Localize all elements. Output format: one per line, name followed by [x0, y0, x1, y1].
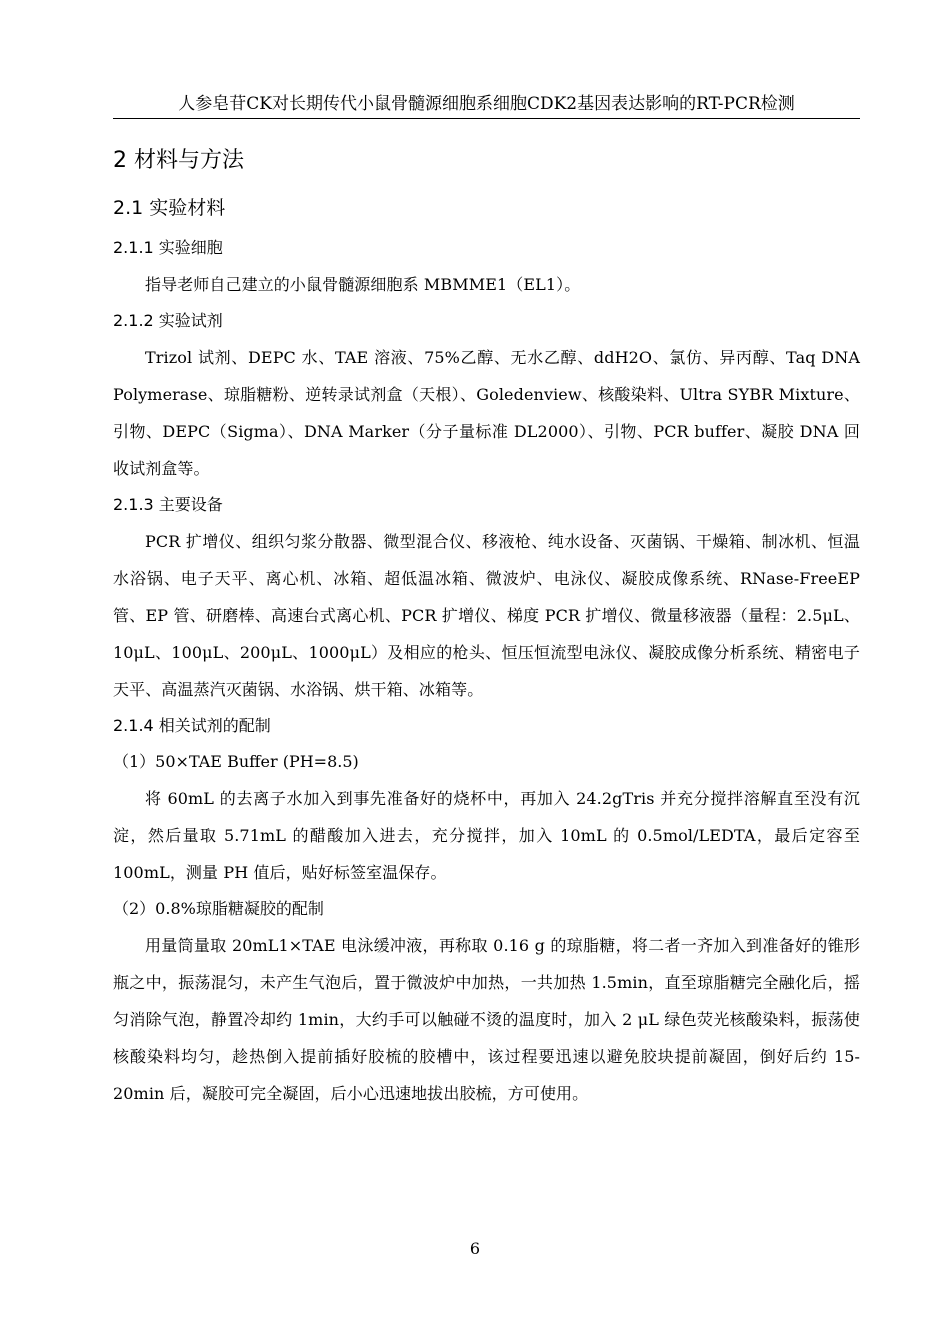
- paragraph-tae-buffer: 将 60mL 的去离子水加入到事先准备好的烧杯中，再加入 24.2gTris 并充分搅拌溶解直至没有沉淀，然后量取 5.71mL 的醋酸加入进去，充分搅拌，加入 10mL 的 0.5mol/LEDTA，最后定容至 100mL，测量 PH 值后，贴好标签室温保存。: [113, 789, 860, 882]
- running-header: 人参皂苷CK对长期传代小鼠骨髓源细胞系细胞CDK2基因表达影响的RT-PCR检测: [113, 92, 860, 119]
- page-number: 6: [469, 1239, 481, 1258]
- paragraph-equipment: PCR 扩增仪、组织匀浆分散器、微型混合仪、移液枪、纯水设备、灭菌锅、干燥箱、制冰机、恒温水浴锅、电子天平、离心机、冰箱、超低温冰箱、微波炉、电泳仪、凝胶成像系统、RNase-FreeEP 管、EP 管、研磨棒、高速台式离心机、PCR 扩增仪、梯度 PCR 扩增仪、微量移液器（量程：2.5μL、10μL、100μL、200μL、1000μL）及相应的枪头、恒压恒流型电泳仪、凝胶成像分析系统、精密电子天平、高温蒸汽灭菌锅、水浴锅、烘干箱、冰箱等。: [113, 532, 860, 699]
- heading-2-1-3: 2.1.3 主要设备: [113, 495, 223, 514]
- paragraph-agarose-gel: 用量筒量取 20mL1×TAE 电泳缓冲液，再称取 0.16 g 的琼脂糖，将二者一齐加入到准备好的锥形瓶之中，振荡混匀，未产生气泡后，置于微波炉中加热，一共加热 1.5min，直至琼脂糖完全融化后，摇匀消除气泡，静置冷却约 1min，大约手可以触碰不烫的温度时，加入 2 μL 绿色荧光核酸染料，振荡使核酸染料均匀，趁热倒入提前插好胶梳的胶槽中，该过程要迅速以避免胶块提前凝固，倒好后约 15-20min 后，凝胶可完全凝固，后小心迅速地拔出胶梳，方可使用。: [113, 936, 860, 1103]
- subsection-title-2-1: 2.1 实验材料: [113, 197, 226, 219]
- paragraph-cells: 指导老师自己建立的小鼠骨髓源细胞系 MBMME1（EL1）。: [145, 275, 581, 294]
- item-1-title: （1）50×TAE Buffer (PH=8.5): [113, 752, 359, 771]
- item-2-title: （2）0.8%琼脂糖凝胶的配制: [113, 899, 324, 918]
- heading-2-1-4: 2.1.4 相关试剂的配制: [113, 716, 271, 735]
- paragraph-reagents: Trizol 试剂、DEPC 水、TAE 溶液、75%乙醇、无水乙醇、ddH2O、氯仿、异丙醇、Taq DNA Polymerase、琼脂糖粉、逆转录试剂盒（天根）、Goledenview、核酸染料、Ultra SYBR Mixture、引物、DEPC（Sigma）、DNA Marker（分子量标准 DL2000）、引物、PCR buffer、凝胶 DNA 回收试剂盒等。: [113, 348, 860, 478]
- section-title: 2 材料与方法: [113, 148, 244, 173]
- heading-2-1-1: 2.1.1 实验细胞: [113, 238, 223, 257]
- page-content: [113, 143, 860, 1112]
- heading-2-1-2: 2.1.2 实验试剂: [113, 311, 223, 330]
